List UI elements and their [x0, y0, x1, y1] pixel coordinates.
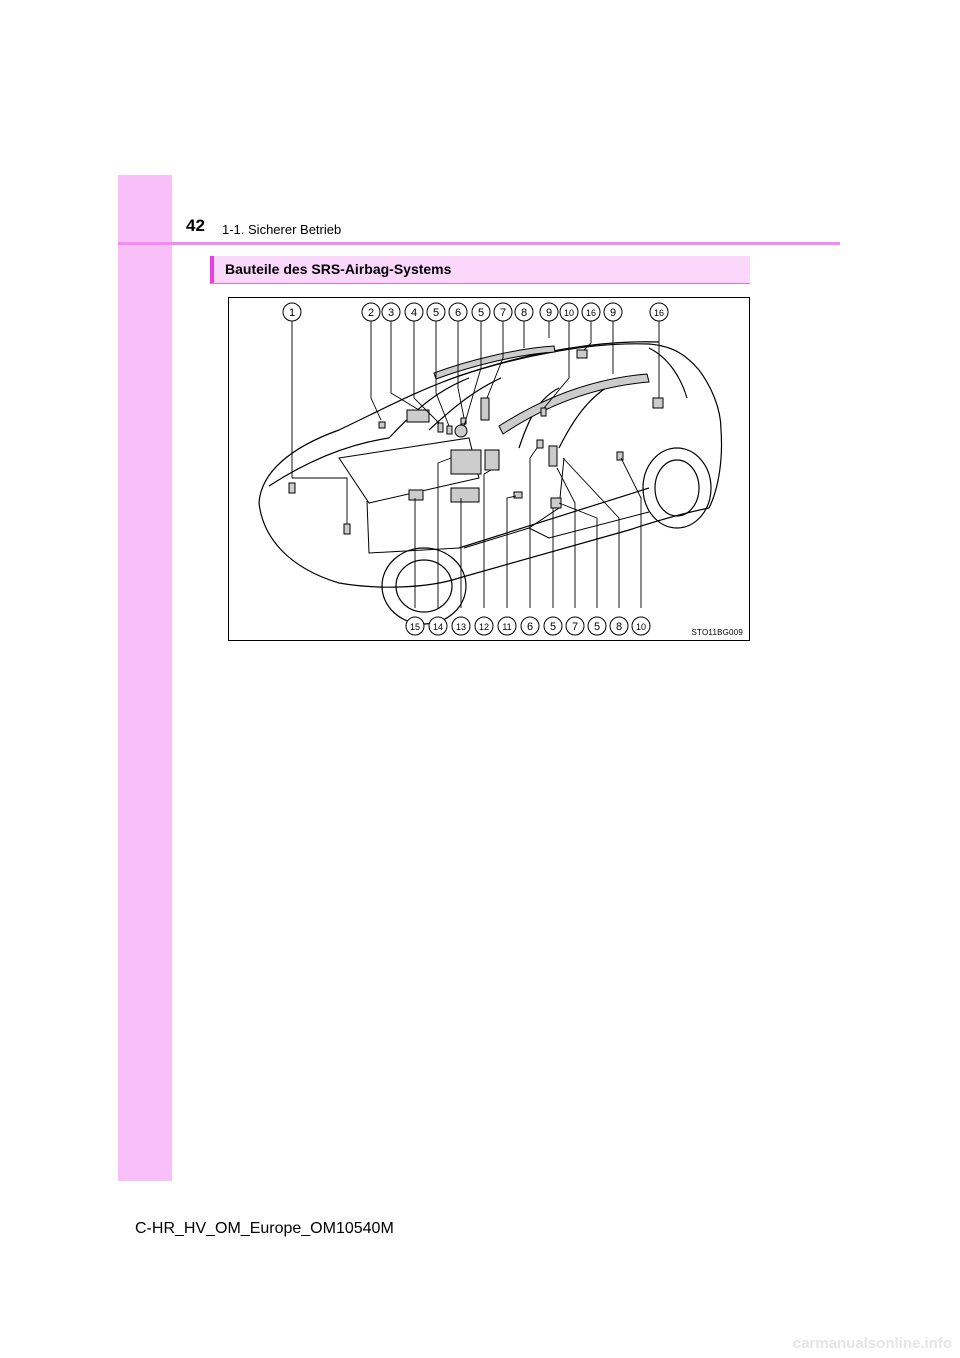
ecu: [409, 490, 423, 500]
callout-label: 8: [520, 307, 528, 319]
header-rule: [118, 242, 840, 245]
callout-label: 5: [432, 307, 440, 319]
airbag-components: [289, 346, 663, 534]
callout-label: 2: [367, 307, 375, 319]
callout-label: 10: [563, 308, 575, 318]
document-id: C-HR_HV_OM_Europe_OM10540M: [135, 1220, 394, 1237]
rear-pretensioner: [653, 398, 663, 408]
wheels: [382, 448, 711, 624]
watermark: carmanualsonline.info: [792, 1335, 952, 1352]
callout-label: 12: [478, 622, 490, 632]
callout-label: 7: [499, 307, 507, 319]
callout-label: 3: [387, 307, 395, 319]
callout-label: 5: [477, 307, 485, 319]
door-sensor: [537, 440, 543, 448]
callout-label: 4: [410, 307, 418, 319]
subheading: [210, 256, 750, 284]
margin-tab: [118, 175, 172, 1181]
dash-sensor: [379, 422, 385, 428]
callout-label: 9: [545, 307, 553, 319]
callout-label: 9: [609, 307, 617, 319]
side-airbag: [481, 398, 489, 420]
front-sensor-1: [289, 483, 295, 493]
callout-label: 15: [409, 622, 421, 632]
car-illustration: [229, 298, 749, 640]
callout-label: 5: [549, 621, 557, 633]
seat-sensor: [514, 492, 522, 498]
front-sensor-2: [344, 524, 350, 534]
callout-label: 16: [585, 308, 597, 318]
knee-airbag: [485, 450, 499, 470]
rear-sensor: [617, 452, 623, 460]
subheading-accent: [210, 256, 214, 283]
section-title: 1-1. Sicherer Betrieb: [222, 222, 342, 237]
callout-label: 13: [455, 622, 467, 632]
page-number: 42: [186, 216, 205, 235]
callout-label: 11: [502, 622, 512, 632]
steering-airbag: [451, 450, 481, 474]
figure-code: STO11BG009: [691, 628, 743, 637]
callout-label: 6: [526, 621, 534, 633]
airbag-diagram: [228, 297, 750, 641]
callout-label: 6: [454, 307, 462, 319]
callout-label: 7: [571, 621, 579, 633]
callout-label: 16: [653, 308, 665, 318]
callout-label: 5: [593, 621, 601, 633]
callout-label: 1: [288, 307, 296, 319]
callout-label: 8: [615, 621, 623, 633]
subheading-title: Bauteile des SRS-Airbag-Systems: [225, 261, 452, 277]
callout-label: 14: [432, 622, 444, 632]
callout-label: 10: [635, 622, 647, 632]
rear-side-airbag: [549, 446, 557, 466]
passenger-airbag: [407, 410, 429, 422]
front-seatbelt-retractor: [455, 425, 467, 437]
roof-pretensioner: [577, 350, 587, 358]
seat-airbag: [451, 488, 479, 502]
